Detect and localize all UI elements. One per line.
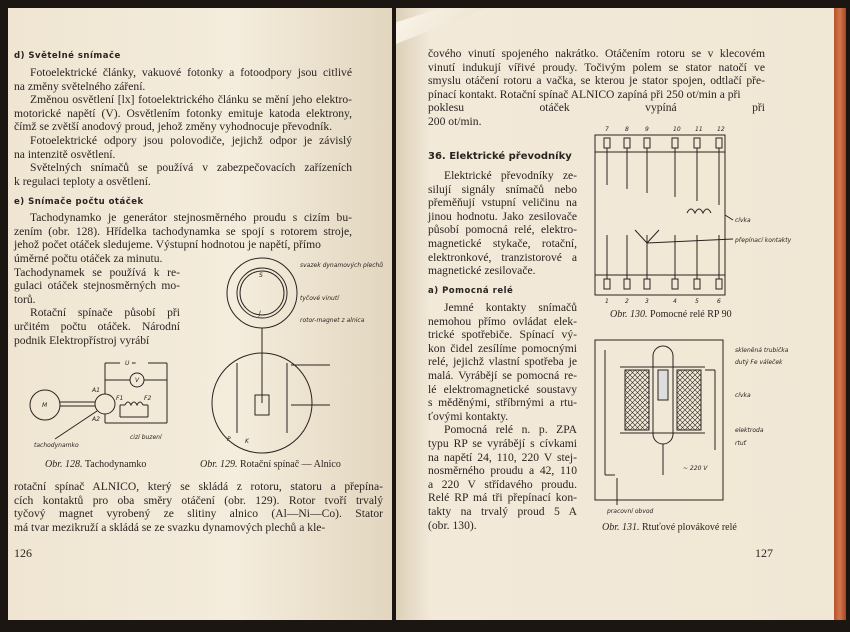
text-block: [14, 66, 352, 188]
motor-label: M: [42, 402, 48, 409]
terminal-number: 3: [645, 298, 649, 305]
text-line: k regulaci teploty a osvětlení.: [14, 174, 151, 188]
figure-131-caption: Obr. 131. Rtuťové plovákové relé: [602, 522, 737, 533]
text-line: úměrné počtu otáček za minutu.: [14, 252, 163, 265]
text-line: podnik Elektropřístroj vyrábí: [14, 333, 150, 347]
terminal-number: 11: [695, 126, 703, 133]
winding-label: tyčové vinutí: [300, 295, 339, 302]
text-block: [428, 301, 577, 532]
iron-cylinder-label: dutý Fe váleček: [735, 359, 783, 366]
text-line: Tachodynamko je generátor stejnosměrného proudu s cizím bu-: [30, 211, 352, 224]
text-line: Jemné kontakty snímačů: [444, 301, 577, 314]
glass-tube-label: skleněná trubička: [735, 347, 789, 354]
excitation-label: cizí buzení: [130, 434, 162, 441]
a1-label: A1: [92, 387, 100, 394]
voltage-label: ~ 220 V: [683, 465, 708, 472]
text-line: cích kontaktů pro oba směry otáčení (obr. 129). Rotor tvoří trvalý: [14, 493, 383, 507]
figure-128-tachodynamo-diagram: [30, 355, 180, 455]
text-line: gulaci otáček stejnosměrných mo-: [14, 279, 180, 293]
voltage-label: U =: [125, 360, 137, 367]
book-edge: [834, 8, 846, 620]
terminal-number: 10: [673, 126, 681, 133]
working-circuit-label: pracovní obvod: [607, 508, 654, 515]
text-line: elektronkové, tranzistorové a: [428, 250, 577, 264]
section-heading-d: d) Světelné snímače: [14, 51, 121, 61]
f1-label: F1: [116, 395, 124, 402]
coil-label: cívka: [735, 217, 751, 224]
text-line: na intenzitě osvětlení.: [14, 147, 116, 161]
text-line: Rotační spínače působí při: [30, 306, 180, 320]
text-line: čového vinutí spojeného nakrátko. Otáčením rotoru se v klecovém: [428, 47, 765, 60]
text-block: [14, 211, 352, 252]
text-line: tyčový magnet vyrobený ze slitiny alnico (Al—Ni—Co). Stator: [14, 507, 383, 521]
text-line: smyslu otáčení rotoru a vačka, se kterou je stator spojen, odtlačí pře-: [428, 74, 765, 88]
terminal-number: 9: [645, 126, 649, 133]
electrode-label: elektroda: [735, 427, 764, 434]
k-label: K: [245, 438, 249, 445]
text-line: působí pomocná relé, elektro-: [428, 223, 577, 237]
s-label: S: [259, 272, 263, 279]
terminal-number: 12: [717, 126, 725, 133]
text-line: nosměrného proudu a 42, 110: [428, 464, 577, 478]
text-line: určitém počtu otáček. Národní: [14, 319, 180, 333]
figure-131-mercury-relay-diagram: [595, 340, 815, 515]
terminal-number: 2: [625, 298, 629, 305]
p-label: P: [227, 436, 231, 443]
terminal-number: 4: [673, 298, 677, 305]
text-line: rotační spínač ALNICO, který se skládá z rotoru, statoru a přepína-: [14, 480, 383, 493]
a2-label: A2: [92, 416, 100, 423]
figure-130-caption: Obr. 130. Pomocné relé RP 90: [610, 309, 732, 320]
text-line: ťovými kontakty.: [428, 409, 509, 423]
mercury-label: rtuť: [735, 440, 746, 447]
figure-129-rotary-switch-diagram: [205, 255, 385, 455]
stack-label: svazek dynamových plechů: [300, 262, 384, 269]
chapter-heading: 36. Elektrické převodníky: [428, 151, 572, 162]
text-line: Světelných snímačů se používá v zabezpečovacích zařízeních: [30, 161, 352, 175]
text-line: kon čidel zesílíme pomocnými: [428, 341, 577, 355]
text-line: na napětí 24, 110, 220 V stej-: [428, 450, 577, 464]
text-line: čímž se zvětší anodový proud, jehož změny vyhodnocuje převodník.: [14, 120, 333, 134]
text-line: magnetické stykače, rotační,: [428, 236, 577, 250]
text-line: malá. Vyrábějí se pomocná re-: [428, 368, 577, 382]
text-line: pínací kontakt. Rotační spínač ALNICO zapíná při 250 ot/min a při: [428, 87, 741, 101]
terminal-number: 8: [625, 126, 629, 133]
f2-label: F2: [144, 395, 152, 402]
terminal-number: 5: [695, 298, 699, 305]
j-label: J: [259, 310, 261, 317]
text-line: zením (obr. 128). Hřídelka tachodynamka se spojí s rotorem stroje,: [14, 224, 352, 238]
text-line: Změnou osvětlení [lx] fotoelektrického článku se mění jeho elektro-: [30, 93, 352, 107]
text-line: a 220 V střídavého proudu.: [428, 477, 577, 491]
text-line: přeměňují vstupní veličinu na: [428, 196, 577, 210]
text-line: Relé RP má tři přepínací kon-: [428, 491, 577, 505]
text-line: jinou hodnotu. Jako zesilovače: [428, 209, 577, 223]
text-line: Fotoelektrické odpory jsou polovodiče, jejichž odpor je závislý: [30, 133, 352, 147]
text-block: [428, 47, 765, 129]
text-line: Tachodynamek se používá k re-: [14, 265, 180, 279]
figure-129-caption: Obr. 129. Rotační spínač — Alnico: [200, 459, 341, 470]
text-line: lé elektromagnetické soustavy: [428, 382, 577, 396]
text-line: s měděnými, stříbrnými a rtu-: [428, 396, 577, 410]
text-line: na změny světelného záření.: [14, 79, 146, 93]
text-line: torů.: [14, 292, 36, 306]
voltmeter-label: V: [135, 377, 140, 384]
text-line: Fotoelektrické články, vakuové fotonky a fotoodpory jsou citlivé: [30, 66, 352, 79]
terminal-number: 6: [717, 298, 721, 305]
text-line: trické spotřebiče. Spínací vý-: [428, 328, 577, 342]
terminal-number: 1: [605, 298, 609, 305]
figure-128-caption: Obr. 128. Tachodynamko: [45, 459, 147, 470]
terminal-number: 7: [605, 126, 609, 133]
text-line: magnetické zesilovače.: [428, 264, 536, 278]
text-block: [428, 169, 577, 278]
text-line: 200 ot/min.: [428, 114, 482, 128]
page-number-left: 126: [14, 546, 32, 560]
text-line: (obr. 130).: [428, 518, 477, 532]
text-line: silují signály snímačů nebo: [428, 182, 577, 196]
coil-label: cívka: [735, 392, 751, 399]
text-line: poklesu otáček vypíná při: [428, 101, 765, 115]
section-heading-a: a) Pomocná relé: [428, 286, 514, 296]
text-line: Elektrické převodníky ze-: [444, 169, 577, 182]
text-line: nemohou přímo ovládat elek-: [428, 314, 577, 328]
text-block: [14, 480, 383, 534]
figure-130-relay-diagram: [595, 125, 805, 305]
section-heading-e: e) Snímače počtu otáček: [14, 197, 144, 207]
text-line: jehož počet otáček sledujeme. Výstupní hodnotou je napětí, přímo: [14, 238, 321, 252]
text-line: motorické napětí (V). Osvětlením fotonky emituje katoda elektrony,: [14, 106, 352, 120]
tachodynamo-label: tachodynamko: [34, 442, 79, 449]
contacts-label: přepínací kontakty: [735, 237, 792, 244]
text-line: takty na trvalý proud 5 A: [428, 504, 577, 518]
text-line: relé, jejichž vlastní spotřeba je: [428, 355, 577, 369]
text-line: Pomocná relé n. p. ZPA: [444, 423, 577, 437]
text-line: má tvar mezikruží a skládá se ze svazku dynamových plechů a kle-: [14, 520, 326, 534]
text-line: vinutí indukují vířivé proudy. Točivým polem se stator natočí ve: [428, 60, 765, 74]
rotor-label: rotor-magnet z alnica: [300, 317, 365, 324]
text-block: [14, 252, 180, 347]
page-number-right: 127: [755, 546, 773, 560]
text-line: typu RP se vyrábějí s cívkami: [428, 436, 577, 450]
